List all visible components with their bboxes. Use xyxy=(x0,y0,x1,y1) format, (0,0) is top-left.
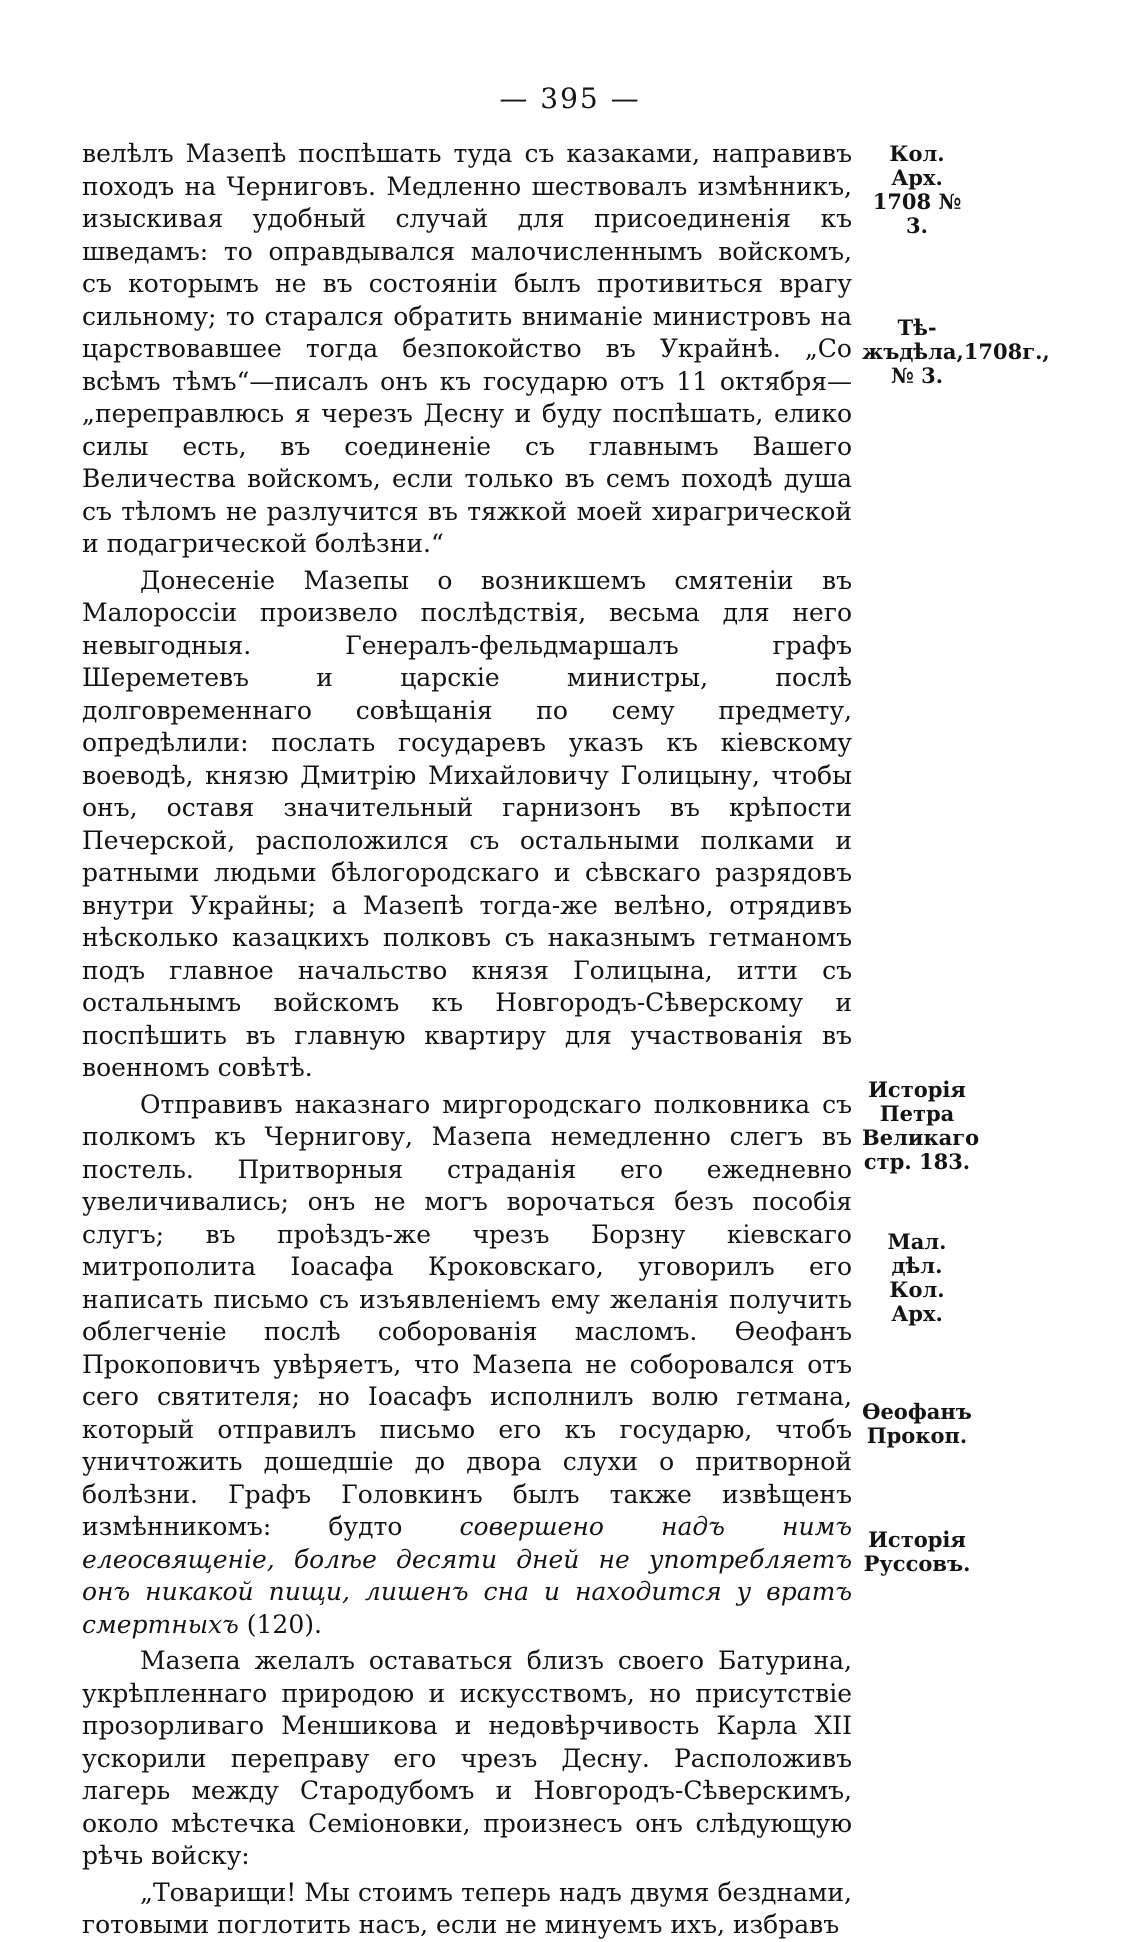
margin-note-line: Тѣ-жъдѣла,1708г., xyxy=(862,315,1050,364)
margin-note-line: Прокоп. xyxy=(866,1423,968,1448)
paragraph xyxy=(82,1089,852,1642)
main-text-column xyxy=(82,138,852,1942)
text-run: велѣлъ Мазепѣ поспѣшать туда съ казаками, направивъ походъ на Черниговъ. Медленно шествовалъ измѣнникъ, изыскивая удобный случай для присоединенія къ шведамъ: то оправдывался малочисленнымъ войскомъ, съ которымъ не въ состояніи былъ противиться врагу сильному; то старался обратить вниманіе министровъ на царствовавшее тогда безпокойство въ Украйнѣ. „Со всѣмъ тѣмъ“—писалъ онъ къ государю отъ 11 октября—„переправлюсь я черезъ Десну и буду поспѣшать, елико силы есть, въ соединеніе съ главнымъ Вашего Величества войскомъ, если только въ семъ походѣ душа съ тѣломъ не разлучится въ тяжкой моей хирагрической и подагрической болѣзни.“ xyxy=(82,139,852,558)
page-number: — 395 — xyxy=(499,82,641,115)
margin-note-mal-del xyxy=(862,1230,972,1326)
paragraph xyxy=(82,1877,852,1942)
margin-note-line: Исторія xyxy=(868,1077,966,1102)
text-run: Донесеніе Мазепы о возникшемъ смятеніи въ Малороссіи произвело послѣдствія, весьма для него невыгодныя. Генералъ-фельдмаршалъ графъ Шереметевъ и царскіе министры, послѣ долговременнаго совѣщанія по сему предмету, опредѣлили: послать государевъ указъ къ кіевскому воеводѣ, князю Дмитрію Михайловичу Голицыну, чтобы онъ, оставя значительный гарнизонъ въ крѣпости Печерской, расположился съ остальными полками и ратными людьми бѣлогородскаго и сѣвскаго разрядовъ внутри Украйны; а Мазепѣ тогда-же велѣно, отрядивъ нѣсколько казацкихъ полковъ съ наказнымъ гетманомъ подъ главное начальство князя Голицына, итти съ остальнымъ войскомъ къ Новгородъ-Сѣверскому и поспѣшить въ главную квартиру для участвованія въ военномъ совѣтѣ. xyxy=(82,565,852,1082)
margin-note-line: Великаго xyxy=(862,1125,980,1150)
margin-note-line: Петра xyxy=(879,1101,955,1126)
text-run: (120). xyxy=(238,1609,322,1639)
margin-note-istoriya-russov xyxy=(862,1528,972,1576)
margin-note-line: 1708 № 3. xyxy=(872,189,962,238)
margin-note-line: Кол. Арх. xyxy=(889,1277,945,1326)
margin-note-kol-arkh-1708 xyxy=(862,142,972,238)
margin-note-line: стр. 183. xyxy=(863,1149,971,1174)
text-run: Мазепа желалъ оставаться близъ своего Батурина, укрѣпленнаго природою и искусствомъ, но присутствіе прозорливаго Меншикова и недовѣрчивость Карла XII ускорили переправу его чрезъ Десну. Расположивъ лагерь между Стародубомъ и Новгородъ-Сѣверскимъ, около мѣстечка Семіоновки, произнесъ онъ слѣдующую рѣчь войску: xyxy=(82,1646,852,1870)
paragraph xyxy=(82,565,852,1085)
margin-note-line: Кол. Арх. xyxy=(889,141,945,190)
margin-note-line: Мал. дѣл. xyxy=(887,1229,947,1278)
margin-note-line: Руссовъ. xyxy=(863,1551,971,1576)
paragraph xyxy=(82,1645,852,1873)
text-run: Отправивъ наказнаго миргородскаго полковника съ полкомъ къ Чернигову, Мазепа немедленно слегъ въ постель. Притворныя страданія его ежедневно увеличивались; онъ не могъ ворочаться безъ пособія слугъ; въ проѣздъ-же чрезъ Борзну кіевскаго митрополита Іоасафа Кроковскаго, уговорилъ его написать письмо съ изъявленіемъ ему желанія получить облегченіе послѣ соборованія масломъ. Ѳеофанъ Прокоповичъ увѣряетъ, что Мазепа не соборовался отъ сего святителя; но Іоасафъ исполнилъ волю гетмана, который отправилъ письмо его къ государю, чтобъ уничтожить дошедшіе до двора слухи о притворной болѣзни. Графъ Головкинъ былъ также извѣщенъ измѣнникомъ: будто xyxy=(82,1089,852,1541)
margin-note-line: № 3. xyxy=(890,363,944,388)
paragraph xyxy=(82,138,852,561)
italic-quote-run: совершено надъ нимъ елеосвященіе, болѣе десяти дней не употребляетъ онъ никакой пищи, лишенъ сна и находится у вратъ смертныхъ xyxy=(82,1512,852,1639)
text-run: „Товарищи! Мы стоимъ теперь надъ двумя безднами, готовыми поглотить насъ, если не минуемъ ихъ, избравъ xyxy=(82,1877,852,1939)
margin-note-te-zhe-dela xyxy=(862,315,1050,388)
margin-note-line: Исторія xyxy=(868,1527,966,1552)
margin-note-istoriya-petra xyxy=(862,1077,980,1174)
margin-note-line: Ѳеофанъ xyxy=(862,1399,972,1424)
margin-note-feofan-prokop xyxy=(862,1400,972,1448)
